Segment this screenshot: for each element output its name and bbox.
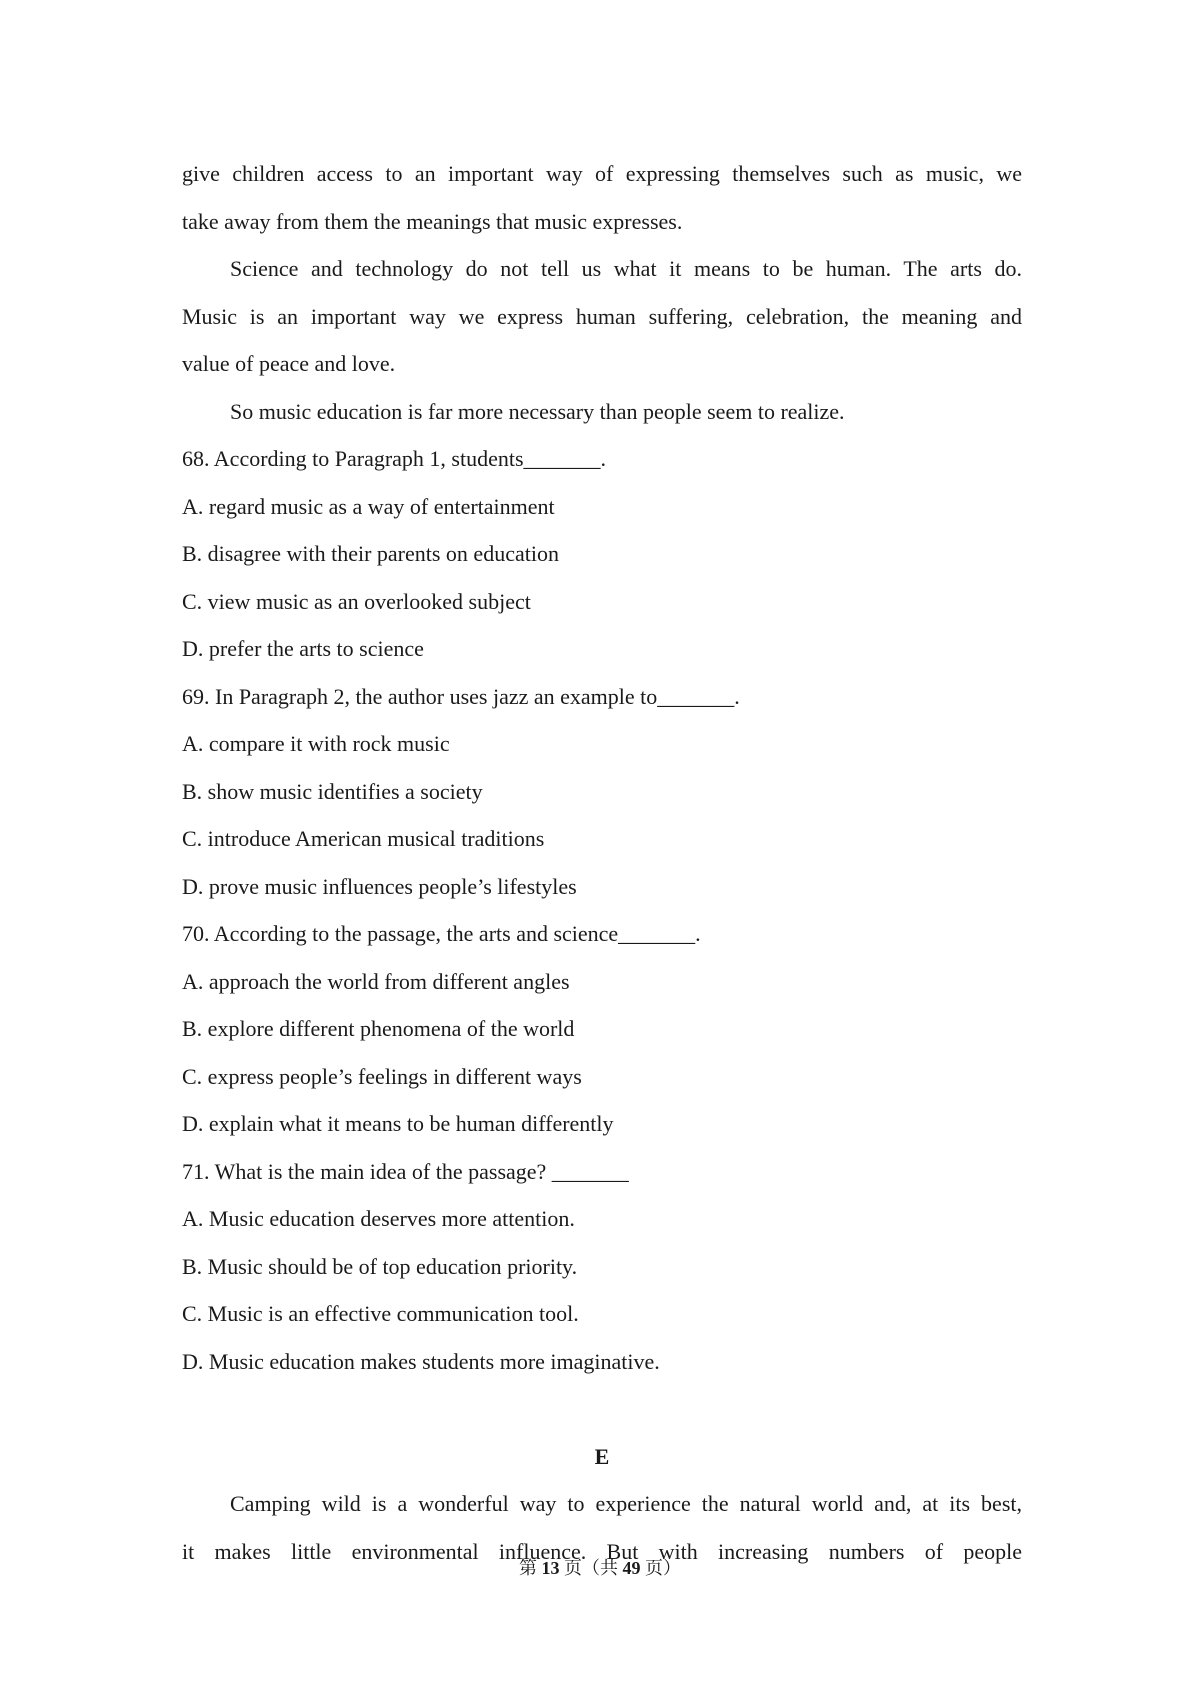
answer-option: C. express people’s feelings in different ways: [182, 1063, 582, 1089]
footer-prefix: 第: [519, 1558, 542, 1578]
page-content: [182, 150, 1022, 1575]
passage-text-line: Camping wild is a wonderful way to experience the natural world and, at its best,: [230, 1491, 1022, 1516]
question-stem: 71. What is the main idea of the passage? _______: [182, 1158, 629, 1184]
answer-option: C. view music as an overlooked subject: [182, 588, 531, 614]
footer-middle: 页（共: [559, 1558, 623, 1578]
page-footer: [0, 1556, 1200, 1580]
question-68: [182, 435, 1022, 673]
answer-option: A. approach the world from different angles: [182, 968, 570, 994]
passage-text-line: So music education is far more necessary than people seem to realize.: [230, 398, 845, 424]
section-spacer: [182, 1385, 1022, 1433]
answer-option: D. explain what it means to be human differently: [182, 1111, 614, 1136]
answer-option: D. prefer the arts to science: [182, 636, 424, 661]
passage-text-line: value of peace and love.: [182, 351, 396, 376]
section-heading: E: [594, 1443, 610, 1469]
answer-option: D. Music education makes students more imaginative.: [182, 1348, 660, 1374]
answer-option: C. Music is an effective communication tool.: [182, 1301, 579, 1326]
question-71: [182, 1148, 1022, 1386]
answer-option: C. introduce American musical traditions: [182, 826, 545, 851]
passage-text-line: it makes little environmental influence. But with increasing numbers of people: [182, 1538, 1022, 1564]
answer-option: B. explore different phenomena of the world: [182, 1016, 575, 1041]
total-pages: 49: [622, 1558, 641, 1578]
passage-text-line: Science and technology do not tell us what it means to be human. The arts do.: [230, 256, 1022, 281]
answer-option: A. Music education deserves more attention.: [182, 1206, 575, 1231]
passage-text-line: give children access to an important way of expressing themselves such as music, we: [182, 161, 1022, 186]
passage-text-line: Music is an important way we express human suffering, celebration, the meaning and: [182, 303, 1022, 329]
answer-option: B. Music should be of top education priority.: [182, 1253, 578, 1279]
answer-option: A. regard music as a way of entertainment: [182, 493, 555, 519]
question-stem: 70. According to the passage, the arts and science_______.: [182, 921, 701, 946]
question-stem: 68. According to Paragraph 1, students_______.: [182, 446, 607, 471]
question-70: [182, 910, 1022, 1148]
footer-suffix: 页）: [640, 1558, 681, 1578]
passage-text-line: take away from them the meanings that music expresses.: [182, 208, 683, 234]
page-number: 13: [541, 1558, 560, 1578]
question-stem: 69. In Paragraph 2, the author uses jazz an example to_______.: [182, 683, 740, 709]
question-69: [182, 673, 1022, 911]
answer-option: B. show music identifies a society: [182, 778, 483, 804]
answer-option: D. prove music influences people’s lifestyles: [182, 873, 577, 899]
answer-option: A. compare it with rock music: [182, 731, 450, 756]
answer-option: B. disagree with their parents on education: [182, 541, 559, 566]
